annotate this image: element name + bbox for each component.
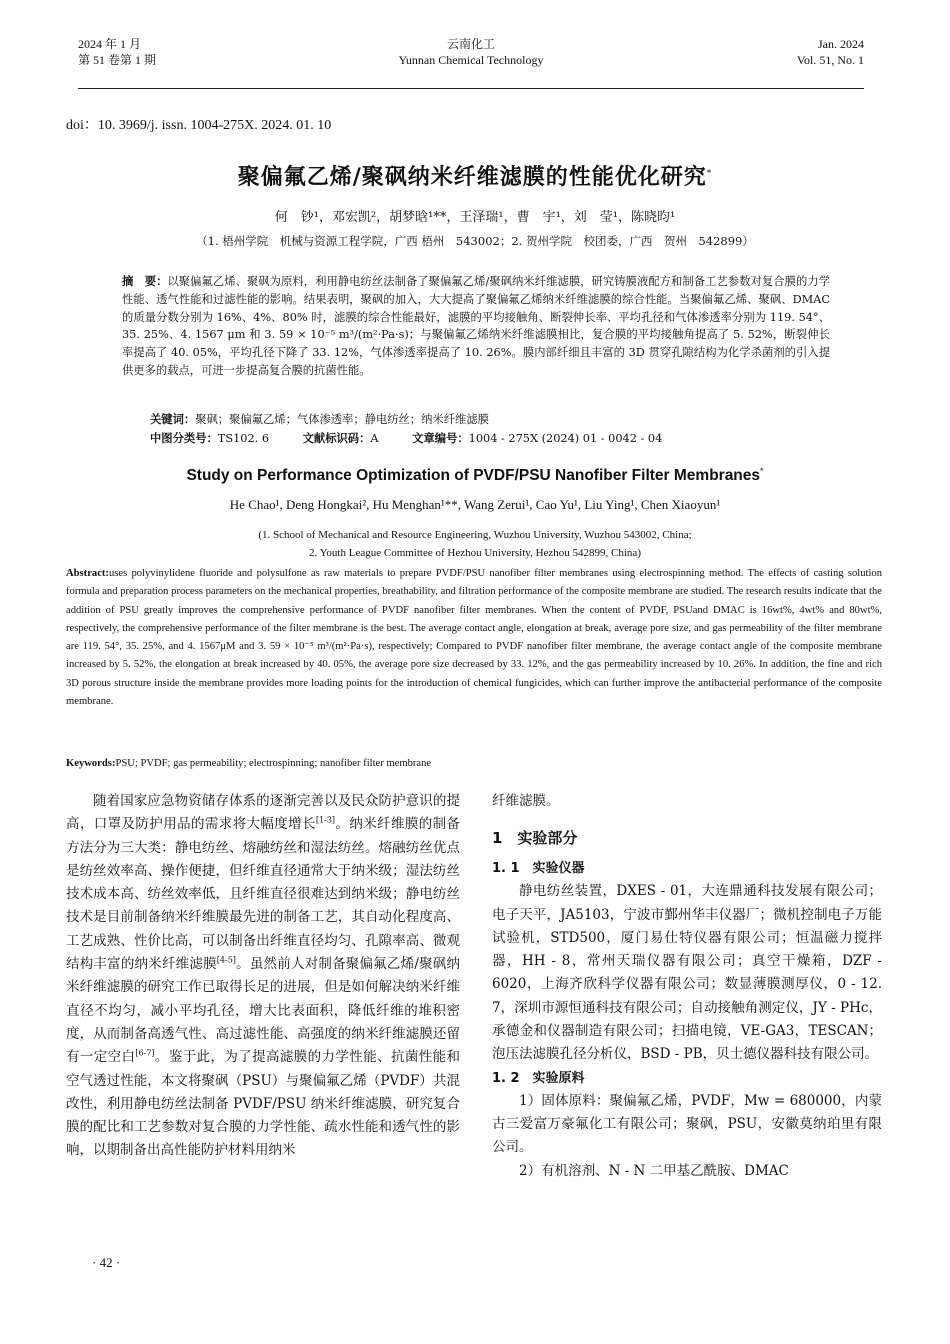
doi: doi：10. 3969/j. issn. 1004-275X. 2024. 01. 10 xyxy=(66,118,332,133)
header-volume-en: Vol. 51, No. 1 xyxy=(796,53,864,67)
keywords-cn-text: 聚砜；聚偏氟乙烯；气体渗透率；静电纺丝；纳米纤维滤膜 xyxy=(195,413,489,426)
section-1-heading: 1 实验部分 xyxy=(492,829,578,848)
header-volume: 第 51 卷第 1 期 xyxy=(78,53,157,67)
authors-en: He Chao¹, Deng Hongkai², Hu Menghan¹**, Wang Zerui¹, Cao Yu¹, Liu Ying¹, Chen Xiaoyun¹ xyxy=(229,497,721,512)
affiliation-en-1: (1. School of Mechanical and Resource Engineering, Wuzhou University, Wuzhou 543002, China; xyxy=(258,529,692,541)
keywords-cn-label: 关键词： xyxy=(150,413,196,426)
citation-3: [6-7] xyxy=(135,1048,155,1058)
paper-title-cn xyxy=(0,160,950,191)
abstract-en-text: uses polyvinylidene fluoride and polysulfone as raw materials to prepare PVDF/PSU nanofiber filter membranes using electrospinning method. The effects of casting solution formula and preparation process parameters on the mechanical properties, breathability, and filtration performance of the composite membrane are studied. The research results indicate that the addition of PSU greatly improves the comprehensive performance of PVDF nanofiber filter membranes. When the content of PVDF, PSUand DMAC is 16wt%, 4wt% and 80wt%, respectively, the comprehensive performance of the filter membrane is the best. The average contact angle, elongation at break, average pore size, and gas permeability of the filter membrane are 119. 54°, 35. 25%, and 4. 1567μM and 3. 59 × 10⁻⁵ m³/(m²·Pa·s), respectively; Compared to PVDF nanofiber filter membrane, the average contact angle of the composite membrane increased by 5. 52%, the elongation at break increased by 40. 05%, the average pore size decreased by 33. 12%, and the gas permeability increased by 10. 26%. In addition, the fine and rich 3D porous structure inside the membrane provides more loading points for the introduction of chemical fungicides, which can further improve the antibacterial performance of the composite membrane. xyxy=(66,568,882,708)
page-number: · 42 · xyxy=(92,1255,121,1270)
header-date: 2024 年 1 月 xyxy=(78,37,142,51)
title-en-mark: * xyxy=(760,466,764,476)
citation-1: [1-3] xyxy=(315,815,336,825)
intro-continuation: 纤维滤膜。 xyxy=(492,793,560,809)
title-cn-mark: * xyxy=(706,168,713,179)
citation-2: [4-5] xyxy=(216,955,236,965)
affiliation-en xyxy=(0,526,950,562)
journal-name-cn: 云南化工 xyxy=(446,37,495,51)
authors-cn: 何 钞¹，邓宏凯²，胡梦晗¹**，王泽瑞¹，曹 宇¹，刘 莹¹，陈晓昀¹ xyxy=(274,210,676,225)
affiliation-en-2: 2. Youth League Committee of Hezhou University, Hezhou 542899, China) xyxy=(309,547,641,559)
intro-text-2: 。纳米纤维膜的制备方法分为三大类：静电纺丝、熔融纺丝和湿法纺丝。熔融纺丝优点是纺丝效率高、操作便捷，但纤维直径通常大于纳米级；湿法纺丝技术成本高、纺丝效率低，且纤维直径很难达到纳米级；静电纺丝技术是目前制备纳米纤维膜最先进的制备工艺，其自动化程度高、工艺成熟、性价比高，可以制备出纤维直径均匀、孔隙率高、微观结构丰富的纳米纤维滤膜 xyxy=(66,816,461,973)
section-1-2-heading: 1. 2 实验原料 xyxy=(492,1070,585,1086)
article-no-label: 文章编号： xyxy=(412,432,469,445)
body-left-column xyxy=(66,790,460,1163)
header-date-en: Jan. 2024 xyxy=(818,37,864,51)
keywords-en xyxy=(66,758,431,769)
abstract-cn-label: 摘 要： xyxy=(122,275,168,288)
running-header xyxy=(78,36,864,89)
affiliation-cn: （1. 梧州学院 机械与资源工程学院，广西 梧州 543002；2. 贺州学院 校团委，广西 贺州 542899） xyxy=(196,234,754,248)
abstract-cn xyxy=(122,273,830,380)
keywords-en-text: PSU; PVDF; gas permeability; electrospinning; nanofiber filter membrane xyxy=(115,758,432,769)
clc-value: TS102. 6 xyxy=(217,432,270,445)
doc-code-label: 文献标识码： xyxy=(302,432,371,445)
section-1-1-heading: 1. 1 实验仪器 xyxy=(492,861,585,877)
abstract-cn-text: 以聚偏氟乙烯、聚砜为原料，利用静电纺丝法制备了聚偏氟乙烯/聚砜纳米纤维滤膜，研究铸膜液配方和制备工艺参数对复合膜的力学性能、透气性能和过滤性能的影响。结果表明，聚砜的加入，大大提高了聚偏氟乙烯纳米纤维滤膜的综合性能。当聚偏氟乙烯、聚砜、DMAC 的质量分数分别为 16%、4%、80% 时，滤膜的综合性能最好，滤膜的平均接触角、断裂伸长率、平均孔径和气体渗透率分别为 119. 54°、35. 25%、4. 1567 μm 和 3. 59 × 10⁻⁵ m³/(m²·Pa·s)；与聚偏氟乙烯纳米纤维滤膜相比，复合膜的平均接触角提高了 5. 52%，断裂伸长率提高了 40. 05%，平均孔径下降了 33. 12%，气体渗透率提高了 10. 26%。膜内部纤细且丰富的 3D 贯穿孔隙结构为化学杀菌剂的引入提供更多的载点，可进一步提高复合膜的抗菌性能。 xyxy=(122,275,830,377)
clc-label: 中图分类号： xyxy=(150,432,218,445)
abstract-en-label: Abstract: xyxy=(66,568,109,579)
intro-text-4: 。鉴于此，为了提高滤膜的力学性能、抗菌性能和空气透过性能，本文将聚砜（PSU）与聚偏氟乙烯（PVDF）共混改性，利用静电纺丝法制备 PVDF/PSU 纳米纤维滤膜，研究复合膜的配比和工艺参数对复合膜的力学性能、疏水性能和透气性的影响，以期制备出高性能防护材料用纳米 xyxy=(66,1049,460,1159)
title-en-text: Study on Performance Optimization of PVDF/PSU Nanofiber Filter Membranes xyxy=(186,467,761,485)
journal-name-en: Yunnan Chemical Technology xyxy=(398,53,544,67)
keywords-en-label: Keywords: xyxy=(66,758,116,769)
keywords-cn xyxy=(150,411,489,427)
section-1-2-item-1: 1）固体原料：聚偏氟乙烯，PVDF，Mw = 680000，内蒙古三爱富万豪氟化工有限公司；聚砜，PSU，安徽莫纳珀里有限公司。 xyxy=(492,1092,882,1156)
paper-title-en xyxy=(0,466,950,485)
doc-code-value: A xyxy=(370,432,379,445)
header-right xyxy=(797,36,864,68)
article-no-value: 1004 - 275X (2024) 01 - 0042 - 04 xyxy=(468,432,663,445)
abstract-en xyxy=(66,565,882,711)
section-1-1-text: 静电纺丝装置，DXES - 01，大连鼎通科技发展有限公司；电子天平，JA5103，宁波市鄞州华丰仪器厂；微机控制电子万能试验机，STD500，厦门易仕特仪器有限公司；恒温磁力搅拌器，HH - 8，常州天瑞仪器有限公司；真空干燥箱，DZF - 6020，上海齐欣科学仪器有限公司；数显薄膜测厚仪，0 - 12. 7，深圳市源恒通科技有限公司；自动接触角测定仪，JY - PHc，承德金和仪器制造有限公司；扫描电镜，VE-GA3，TESCAN；泡压法滤膜孔径分析仪，BSD - PB，贝士德仪器科技有限公司。 xyxy=(492,883,882,1063)
body-right-column xyxy=(492,790,882,1183)
intro-text-3: 。虽然前人对制备聚偏氟乙烯/聚砜纳米纤维滤膜的研究工作已取得长足的进展，但是如何解决纳米纤维直径不均匀，减小平均孔径，增大比表面积，降低纤维的堆积密度，从而制备高透气性、高过滤性能、高强度的纳米纤维滤膜还留有一定空白 xyxy=(66,956,460,1066)
intro-text-1: 随着国家应急物资储存体系的逐渐完善以及民众防护意识的提高，口罩及防护用品的需求将大幅度增长 xyxy=(66,793,460,833)
intro-paragraph xyxy=(66,790,460,1163)
section-1-2-item-2: 2）有机溶剂、N - N 二甲基乙酰胺、DMAC xyxy=(519,1162,789,1179)
title-cn-text: 聚偏氟乙烯/聚砜纳米纤维滤膜的性能优化研究 xyxy=(237,165,707,190)
classification-line xyxy=(150,430,674,446)
header-journal xyxy=(78,36,864,68)
